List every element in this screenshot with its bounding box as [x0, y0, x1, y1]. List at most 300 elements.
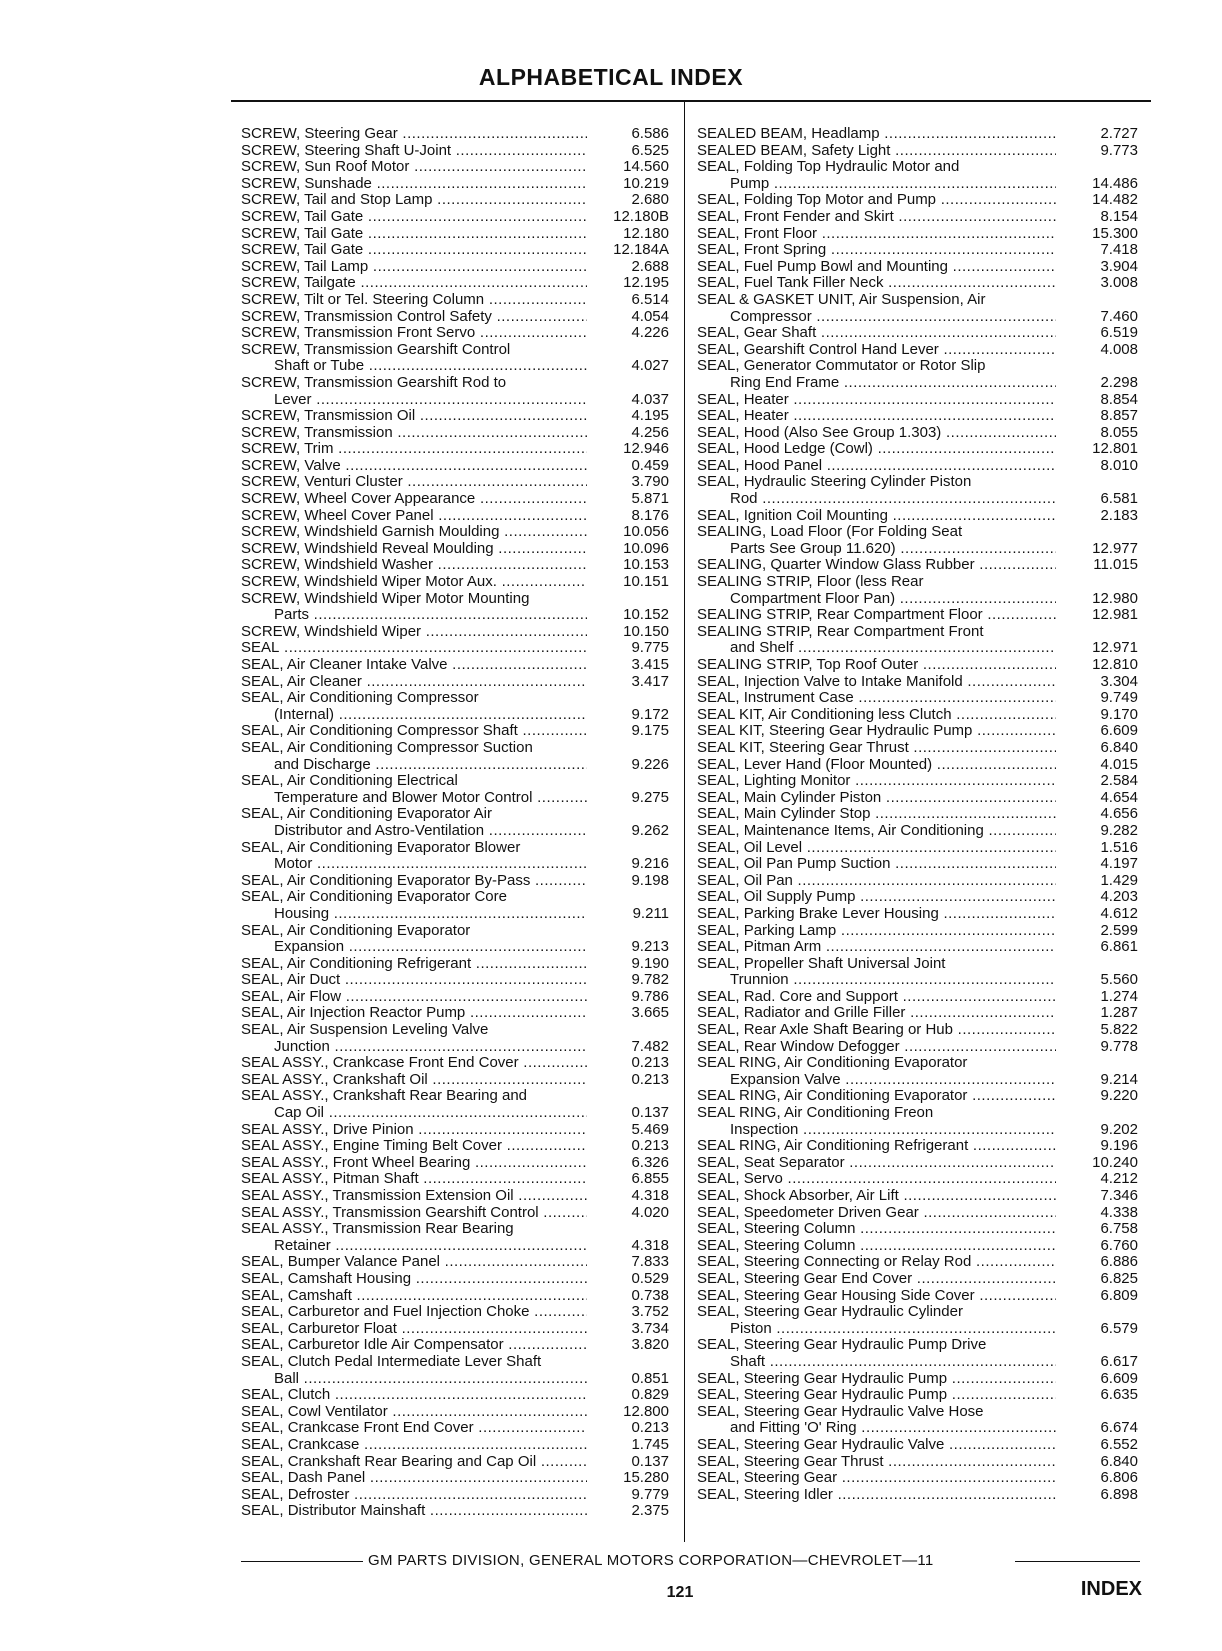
index-entry: [697, 674, 1140, 691]
index-entry: [697, 1288, 1140, 1305]
index-entry: [697, 1155, 1140, 1172]
index-entry-name: SEALED BEAM, Safety Light .....: [697, 143, 1056, 160]
index-entry: [697, 242, 1140, 259]
index-entry-number: 12.946: [623, 440, 669, 458]
index-entry: [241, 126, 671, 143]
index-entry-number: 6.579: [1100, 1319, 1138, 1337]
index-entry-number: [1056, 292, 1140, 309]
index-entry: [697, 906, 1140, 923]
index-entry-number: 12.810: [1092, 656, 1138, 673]
index-entry-number: 10.056: [623, 523, 669, 541]
index-entry-number: 2.599: [1100, 921, 1138, 939]
index-entry-name: SCREW, Windshield Garnish Moulding .....: [241, 524, 587, 541]
index-entry: [697, 624, 1140, 641]
index-entry-name: Distributor and Astro-Ventilation .....: [241, 823, 587, 840]
index-entry-name: SEAL, Hood Panel .....: [697, 458, 1056, 475]
index-entry-name: SEAL ASSY., Drive Pinion .....: [241, 1122, 587, 1139]
index-entry: [241, 275, 671, 292]
index-entry-number: 6.617: [1100, 1352, 1138, 1370]
index-entry-name: SEAL, Fuel Tank Filler Neck .....: [697, 275, 1056, 292]
index-entry: [697, 1487, 1140, 1504]
index-entry-name: SEALING, Load Floor (For Folding Seat: [697, 524, 963, 541]
index-entry: [241, 674, 671, 691]
index-entry-name: Pump .....: [697, 176, 1056, 193]
index-entry-number: [587, 375, 671, 392]
index-entry: [241, 607, 671, 624]
index-entry-number: 0.738: [631, 1286, 669, 1304]
index-entry-name: SCREW, Valve .....: [241, 458, 587, 475]
index-entry-number: 5.871: [631, 490, 669, 508]
index-entry: [697, 591, 1140, 608]
index-entry: [241, 392, 671, 409]
index-entry: [241, 474, 671, 491]
index-entry-name: SEAL ASSY., Transmission Gearshift Control .....: [241, 1205, 587, 1222]
index-entry-number: 1.287: [1100, 1004, 1138, 1022]
index-entry-name: SEAL, Crankcase .....: [241, 1437, 587, 1454]
index-entry-number: 12.800: [623, 1402, 669, 1420]
index-entry-name: SEAL, Heater .....: [697, 408, 1056, 425]
index-entry-number: 5.822: [1100, 1021, 1138, 1039]
index-entry-name: SEAL, Oil Pan .....: [697, 873, 1056, 890]
footer: [0, 1552, 1222, 1572]
index-entry: [697, 259, 1140, 276]
index-entry: [241, 906, 671, 923]
index-entry: [241, 1354, 671, 1371]
index-entry: [241, 690, 671, 707]
index-entry-number: 10.219: [623, 174, 669, 192]
index-entry: [241, 1371, 671, 1388]
index-entry: [697, 1254, 1140, 1271]
index-entry: [241, 574, 671, 591]
index-entry-name: SEAL, Air Conditioning Evaporator Blower: [241, 839, 521, 856]
index-entry-number: 9.214: [1100, 1070, 1138, 1088]
index-entry-name: Junction .....: [241, 1039, 587, 1056]
index-entry-number: 6.586: [631, 125, 669, 142]
index-entry-name: SCREW, Tail and Stop Lamp .....: [241, 192, 587, 209]
index-entry-number: [1056, 574, 1140, 591]
index-entry-number: 14.486: [1092, 174, 1138, 192]
index-entry: [241, 840, 671, 857]
index-entry: [697, 126, 1140, 143]
index-entry-number: [587, 1022, 671, 1039]
index-entry-name: SEAL, Speedometer Driven Gear .....: [697, 1205, 1056, 1222]
index-entry-name: SCREW, Transmission Control Safety .....: [241, 309, 587, 326]
index-entry: [241, 557, 671, 574]
index-entry-name: Expansion .....: [241, 939, 587, 956]
index-entry-name: SCREW, Wheel Cover Panel .....: [241, 508, 587, 525]
index-entry: [241, 856, 671, 873]
index-entry: [241, 806, 671, 823]
index-entry: [241, 325, 671, 342]
index-entry: [697, 1238, 1140, 1255]
index-entry-name: SEAL, Steering Column .....: [697, 1221, 1056, 1238]
index-entry-name: Piston .....: [697, 1321, 1056, 1338]
index-entry: [241, 1088, 671, 1105]
index-entry-number: 7.346: [1100, 1187, 1138, 1204]
index-entry-name: SEAL, Air Flow .....: [241, 989, 587, 1006]
index-entry-number: 3.734: [631, 1319, 669, 1337]
index-entry-number: [587, 1221, 671, 1238]
index-entry-name: Ball .....: [241, 1371, 587, 1388]
index-entry-name: SCREW, Windshield Wiper .....: [241, 624, 587, 641]
index-entry: [697, 1221, 1140, 1238]
footer-rule-left: [241, 1561, 363, 1562]
index-entry-name: SEAL, Front Spring .....: [697, 242, 1056, 259]
index-entry-number: 4.008: [1100, 340, 1138, 358]
index-entry: [697, 392, 1140, 409]
index-entry: [241, 740, 671, 757]
index-entry: [697, 325, 1140, 342]
index-entry: [697, 1022, 1140, 1039]
index-entry-name: Shaft or Tube .....: [241, 358, 587, 375]
index-entry: [241, 375, 671, 392]
index-entry-name: SEAL, Steering Gear Hydraulic Pump Drive: [697, 1337, 987, 1354]
index-entry-name: SEAL, Air Conditioning Compressor: [241, 690, 479, 707]
index-entry-number: 3.304: [1100, 672, 1138, 690]
index-entry-number: [1056, 1337, 1140, 1354]
index-entry: [241, 408, 671, 425]
index-entry: [241, 1072, 671, 1089]
index-entry: [697, 640, 1140, 657]
index-entry: [241, 1039, 671, 1056]
index-entry-name: SEAL, Hood (Also See Group 1.303) .....: [697, 425, 1056, 442]
index-entry-number: 0.137: [631, 1452, 669, 1470]
index-entry-name: SEAL, Air Cleaner .....: [241, 674, 587, 691]
index-entry: [697, 1005, 1140, 1022]
index-entry-number: 7.833: [631, 1253, 669, 1271]
index-entry-number: 10.096: [623, 539, 669, 557]
index-entry-number: 12.184A: [613, 241, 669, 259]
index-entry: [241, 1337, 671, 1354]
index-entry-number: 6.855: [631, 1170, 669, 1188]
index-entry-number: 4.226: [631, 324, 669, 342]
index-entry-number: 4.020: [631, 1203, 669, 1221]
index-entry: [697, 458, 1140, 475]
index-entry-number: 4.203: [1100, 888, 1138, 906]
index-entry-name: SEAL, Injection Valve to Intake Manifold .....: [697, 674, 1056, 691]
index-entry-number: 0.213: [631, 1054, 669, 1072]
index-entry-name: Retainer .....: [241, 1238, 587, 1255]
index-entry: [697, 1304, 1140, 1321]
index-entry-number: 0.213: [631, 1137, 669, 1155]
index-entry-number: 9.216: [631, 855, 669, 873]
index-entry: [241, 1404, 671, 1421]
index-entry: [241, 1105, 671, 1122]
index-entry-number: 3.008: [1100, 274, 1138, 292]
index-entry: [697, 1171, 1140, 1188]
index-entry: [241, 508, 671, 525]
index-entry: [241, 1205, 671, 1222]
index-entry-number: 10.152: [623, 606, 669, 624]
index-entry-number: 8.854: [1100, 390, 1138, 408]
index-entry: [241, 176, 671, 193]
index-entry: [697, 358, 1140, 375]
index-entry-name: SEAL, Steering Gear Housing Side Cover .....: [697, 1288, 1056, 1305]
index-entry: [241, 1420, 671, 1437]
index-entry-name: SEAL, Steering Connecting or Relay Rod .....: [697, 1254, 1056, 1271]
index-entry-number: 4.338: [1100, 1203, 1138, 1221]
index-entry-name: SEALING STRIP, Rear Compartment Front: [697, 623, 984, 640]
index-entry-name: SCREW, Sunshade .....: [241, 176, 587, 193]
index-entry-name: SEAL, Steering Gear Hydraulic Pump .....: [697, 1371, 1056, 1388]
index-entry-number: 9.262: [631, 821, 669, 839]
index-entry-name: SEAL, Air Conditioning Evaporator: [241, 922, 471, 939]
index-entry-name: SEAL, Defroster .....: [241, 1487, 587, 1504]
index-entry: [697, 740, 1140, 757]
index-entry-number: 6.514: [631, 290, 669, 308]
index-entry: [241, 723, 671, 740]
index-entry-number: [587, 1354, 671, 1371]
index-entry-number: [1056, 159, 1140, 176]
index-entry: [697, 1088, 1140, 1105]
index-entry: [697, 790, 1140, 807]
index-entry-number: 9.782: [631, 971, 669, 989]
index-entry-name: SCREW, Steering Gear .....: [241, 126, 587, 143]
index-entry: [241, 1005, 671, 1022]
index-entry-number: 4.054: [631, 307, 669, 325]
index-entry: [697, 1271, 1140, 1288]
index-entry: [697, 474, 1140, 491]
index-entry-number: 4.037: [631, 390, 669, 408]
index-entry-number: 6.825: [1100, 1269, 1138, 1287]
index-entry-name: Ring End Frame .....: [697, 375, 1056, 392]
index-entry-name: SCREW, Venturi Cluster .....: [241, 474, 587, 491]
index-column-left: [241, 126, 671, 1520]
index-entry-name: SCREW, Transmission Oil .....: [241, 408, 587, 425]
index-entry: [697, 840, 1140, 857]
index-entry: [697, 309, 1140, 326]
index-entry-name: SCREW, Steering Shaft U-Joint .....: [241, 143, 587, 160]
index-entry-name: Housing .....: [241, 906, 587, 923]
index-entry-name: SEAL, Crankshaft Rear Bearing and Cap Oil .....: [241, 1454, 587, 1471]
index-entry-number: 6.552: [1100, 1435, 1138, 1453]
index-entry: [241, 972, 671, 989]
index-entry: [241, 491, 671, 508]
index-entry: [241, 989, 671, 1006]
index-entry: [241, 259, 671, 276]
index-entry: [697, 1055, 1140, 1072]
index-entry-name: SCREW, Windshield Reveal Moulding .....: [241, 541, 587, 558]
index-entry-number: 12.971: [1092, 639, 1138, 657]
index-entry-name: SCREW, Windshield Wiper Motor Aux. .....: [241, 574, 587, 591]
index-entry-number: 4.027: [631, 357, 669, 375]
index-entry: [697, 275, 1140, 292]
index-entry-name: SCREW, Tailgate .....: [241, 275, 587, 292]
index-entry: [697, 342, 1140, 359]
index-entry-number: 7.482: [631, 1037, 669, 1055]
index-entry-name: SEAL KIT, Steering Gear Hydraulic Pump .....: [697, 723, 1056, 740]
index-entry-name: Cap Oil .....: [241, 1105, 587, 1122]
index-entry-number: 0.529: [631, 1269, 669, 1287]
index-entry: [697, 1354, 1140, 1371]
index-entry-name: SEAL, Main Cylinder Piston .....: [697, 790, 1056, 807]
page-number: 121: [666, 1584, 694, 1601]
index-entry-number: 9.198: [631, 871, 669, 889]
index-entry-name: SEALING STRIP, Rear Compartment Floor .....: [697, 607, 1056, 624]
index-entry-name: Shaft .....: [697, 1354, 1056, 1371]
index-entry: [697, 823, 1140, 840]
index-entry-number: 0.213: [631, 1419, 669, 1437]
index-entry: [241, 1155, 671, 1172]
index-entry-name: Lever .....: [241, 392, 587, 409]
index-entry-name: SEAL, Rear Axle Shaft Bearing or Hub .....: [697, 1022, 1056, 1039]
index-entry: [241, 342, 671, 359]
index-entry: [697, 541, 1140, 558]
index-entry-number: 2.375: [631, 1502, 669, 1520]
index-entry-name: SEAL, Oil Pan Pump Suction .....: [697, 856, 1056, 873]
index-entry: [697, 707, 1140, 724]
index-entry-number: 5.560: [1100, 971, 1138, 989]
index-entry-number: 10.153: [623, 556, 669, 574]
index-entry-number: 12.180B: [613, 207, 669, 225]
index-entry: [697, 408, 1140, 425]
index-entry-number: 6.886: [1100, 1253, 1138, 1271]
index-entry: [241, 624, 671, 641]
index-entry-name: SEAL RING, Air Conditioning Evaporator .....: [697, 1088, 1056, 1105]
index-entry-number: [1056, 524, 1140, 541]
index-entry-name: Compressor .....: [697, 309, 1056, 326]
index-entry: [241, 889, 671, 906]
index-entry-number: 1.274: [1100, 987, 1138, 1005]
index-entry-number: 9.786: [631, 987, 669, 1005]
index-entry-name: Parts See Group 11.620) .....: [697, 541, 1056, 558]
index-entry-number: 5.469: [631, 1120, 669, 1138]
index-entry-number: 12.981: [1092, 606, 1138, 624]
index-entry: [241, 1321, 671, 1338]
index-entry-name: SEALING STRIP, Floor (less Rear: [697, 574, 924, 591]
index-entry-number: 6.809: [1100, 1286, 1138, 1304]
index-entry-number: 9.749: [1100, 689, 1138, 707]
index-entry-name: SCREW, Tail Lamp .....: [241, 259, 587, 276]
index-entry: [241, 358, 671, 375]
index-entry-number: 2.584: [1100, 772, 1138, 790]
index-entry: [241, 1022, 671, 1039]
index-entry: [697, 574, 1140, 591]
index-entry: [241, 956, 671, 973]
index-entry-name: SEAL, Pitman Arm .....: [697, 939, 1056, 956]
index-entry-name: SEAL, Camshaft Housing .....: [241, 1271, 587, 1288]
index-entry-number: 0.829: [631, 1386, 669, 1404]
index-entry-name: SEAL ASSY., Engine Timing Belt Cover .....: [241, 1138, 587, 1155]
index-entry: [241, 441, 671, 458]
index-entry-name: (Internal) .....: [241, 707, 587, 724]
index-entry: [241, 1454, 671, 1471]
index-entry: [697, 1404, 1140, 1421]
index-entry: [241, 1188, 671, 1205]
index-entry-name: SEAL ASSY., Pitman Shaft .....: [241, 1171, 587, 1188]
index-entry-name: Rod .....: [697, 491, 1056, 508]
index-entry-name: SEAL, Front Floor .....: [697, 226, 1056, 243]
index-entry-name: SEAL, Carburetor and Fuel Injection Choke .....: [241, 1304, 587, 1321]
index-entry-name: SEAL, Lever Hand (Floor Mounted) .....: [697, 757, 1056, 774]
index-entry-name: SEAL, Lighting Monitor .....: [697, 773, 1056, 790]
index-column-right: [697, 126, 1140, 1503]
index-entry: [697, 1138, 1140, 1155]
index-entry-name: SEAL, Distributor Mainshaft .....: [241, 1503, 587, 1520]
index-entry: [241, 707, 671, 724]
index-entry-number: 3.417: [631, 672, 669, 690]
index-entry: [241, 1238, 671, 1255]
index-entry-number: 3.665: [631, 1004, 669, 1022]
index-entry-number: 9.275: [631, 788, 669, 806]
index-entry-number: [587, 806, 671, 823]
index-entry-number: 9.282: [1100, 821, 1138, 839]
index-entry: [697, 209, 1140, 226]
index-entry: [241, 1221, 671, 1238]
index-entry-name: SEAL, Clutch Pedal Intermediate Lever Shaft: [241, 1353, 542, 1370]
index-entry: [241, 1487, 671, 1504]
index-entry: [697, 192, 1140, 209]
index-entry-number: 6.609: [1100, 1369, 1138, 1387]
index-entry-number: 6.635: [1100, 1386, 1138, 1404]
index-entry-name: SCREW, Transmission .....: [241, 425, 587, 442]
index-entry-number: 6.760: [1100, 1236, 1138, 1254]
index-entry: [241, 524, 671, 541]
index-entry-name: SEAL, Steering Gear Hydraulic Cylinder: [697, 1304, 963, 1321]
index-entry: [697, 1039, 1140, 1056]
index-entry-number: 10.151: [623, 573, 669, 591]
index-entry: [697, 773, 1140, 790]
index-entry-number: 6.840: [1100, 738, 1138, 756]
index-entry-number: 2.298: [1100, 373, 1138, 391]
index-entry: [697, 159, 1140, 176]
index-entry: [697, 425, 1140, 442]
index-entry: [241, 1503, 671, 1520]
index-entry-name: SEAL, Parking Brake Lever Housing .....: [697, 906, 1056, 923]
index-entry-name: SEAL, Hydraulic Steering Cylinder Piston: [697, 474, 972, 491]
index-entry-name: Motor .....: [241, 856, 587, 873]
index-entry-name: SEAL, Air Conditioning Compressor Suction: [241, 739, 533, 756]
index-entry-name: Expansion Valve .....: [697, 1072, 1056, 1089]
index-entry-name: SEAL, Bumper Valance Panel .....: [241, 1254, 587, 1271]
index-entry-name: Compartment Floor Pan) .....: [697, 591, 1056, 608]
index-entry-name: SEAL, Crankcase Front End Cover .....: [241, 1420, 587, 1437]
index-entry: [697, 972, 1140, 989]
index-entry-name: and Fitting 'O' Ring .....: [697, 1420, 1056, 1437]
index-entry: [697, 1072, 1140, 1089]
index-entry-number: 6.758: [1100, 1220, 1138, 1238]
index-entry-number: 6.674: [1100, 1419, 1138, 1437]
index-entry-name: SEAL, Servo .....: [697, 1171, 1056, 1188]
index-entry-number: 8.010: [1100, 456, 1138, 474]
index-entry-name: SEAL, Air Conditioning Compressor Shaft .....: [241, 723, 587, 740]
index-entry-number: 9.170: [1100, 705, 1138, 723]
index-entry-number: 9.226: [631, 755, 669, 773]
index-entry-number: 12.977: [1092, 539, 1138, 557]
index-entry-number: 4.197: [1100, 855, 1138, 873]
index-entry-name: SCREW, Windshield Wiper Motor Mounting: [241, 590, 530, 607]
index-entry: [241, 159, 671, 176]
index-entry-number: [587, 342, 671, 359]
index-entry-name: SEAL, Air Injection Reactor Pump .....: [241, 1005, 587, 1022]
index-entry-number: [587, 889, 671, 906]
index-entry-number: 6.861: [1100, 938, 1138, 956]
index-entry-number: 9.779: [631, 1485, 669, 1503]
index-entry-number: 9.211: [632, 904, 669, 922]
index-entry-number: 2.183: [1100, 506, 1138, 524]
index-entry: [697, 1122, 1140, 1139]
index-entry-number: 4.195: [631, 407, 669, 425]
index-entry: [241, 923, 671, 940]
index-entry-name: SCREW, Trim .....: [241, 441, 587, 458]
index-entry-name: SEAL, Carburetor Float .....: [241, 1321, 587, 1338]
index-entry: [697, 923, 1140, 940]
index-entry-name: SEAL, Air Cleaner Intake Valve .....: [241, 657, 587, 674]
index-entry: [697, 292, 1140, 309]
index-entry: [241, 209, 671, 226]
index-entry-number: [587, 690, 671, 707]
column-divider: [684, 100, 685, 1542]
